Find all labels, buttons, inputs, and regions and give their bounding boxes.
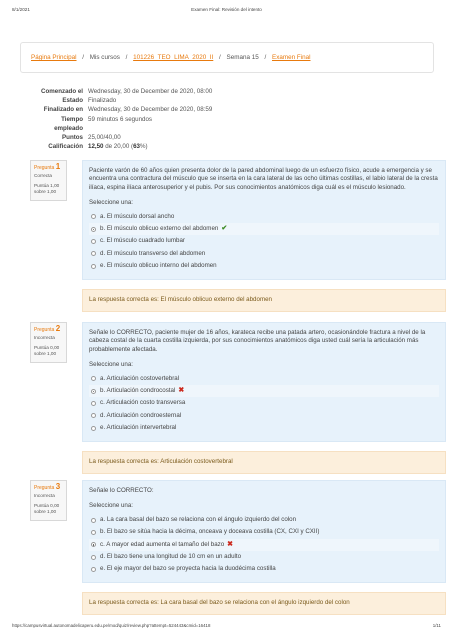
- radio-button[interactable]: [91, 555, 96, 560]
- radio-button[interactable]: [91, 376, 96, 381]
- feedback-box: [82, 592, 446, 615]
- answer-option[interactable]: [89, 248, 439, 260]
- grade-value: 12,50: [88, 143, 104, 151]
- summary-row-points: [24, 133, 212, 142]
- question-max-mark: sobre 1,00: [34, 509, 57, 515]
- answer-option[interactable]: [89, 235, 439, 247]
- answer-option[interactable]: [89, 514, 439, 526]
- radio-button-checked[interactable]: [91, 227, 96, 232]
- cross-icon: ✖: [178, 387, 185, 394]
- cross-icon: ✖: [227, 540, 234, 548]
- answer-option[interactable]: [89, 410, 439, 422]
- answer-option-selected[interactable]: [89, 539, 439, 551]
- question-number-value: 3: [55, 482, 61, 491]
- answer-option[interactable]: [89, 563, 439, 575]
- breadcrumb-quiz-link[interactable]: Examen Final: [272, 54, 311, 61]
- radio-button[interactable]: [91, 567, 96, 572]
- summary-label: Tiempo: [61, 115, 83, 123]
- radio-button[interactable]: [91, 413, 96, 418]
- radio-button[interactable]: [91, 530, 96, 535]
- print-footer: [12, 623, 441, 631]
- summary-value: [88, 142, 148, 151]
- question-mark: Puntúa 0,00: [34, 344, 60, 350]
- radio-button[interactable]: [91, 251, 96, 256]
- print-header: [12, 7, 441, 17]
- correct-answer-text: La respuesta correcta es: El músculo oblicuo externo del abdomen: [89, 295, 272, 303]
- question-content: [82, 480, 446, 615]
- question-number: [34, 484, 63, 491]
- breadcrumb-week: Semana 15: [226, 54, 259, 61]
- grade-end: %): [139, 143, 148, 151]
- question-text-box: [82, 322, 446, 442]
- breadcrumb-separator: /: [125, 54, 128, 61]
- print-title: Examen Final: Revisión del intento: [191, 7, 262, 12]
- grade-percent: 63: [133, 143, 140, 151]
- check-icon: ✔: [221, 225, 228, 232]
- question-mark: Puntúa 1,00: [34, 182, 60, 188]
- question-text-box: [82, 480, 446, 583]
- radio-button[interactable]: [91, 426, 96, 431]
- question-state: Incorrecta: [34, 493, 55, 499]
- radio-button[interactable]: [91, 264, 96, 269]
- question-label: Pregunta: [34, 327, 55, 333]
- answer-label: e. El eje mayor del bazo se proyecta hacia la duodécima costilla: [100, 565, 276, 573]
- answer-option-selected[interactable]: [89, 223, 439, 235]
- radio-button[interactable]: [91, 401, 96, 406]
- breadcrumb: [20, 42, 434, 73]
- answer-label: e. El músculo oblicuo interno del abdomen: [100, 262, 217, 270]
- question-max-mark: sobre 1,00: [34, 351, 57, 357]
- answer-option[interactable]: [89, 373, 439, 385]
- radio-button[interactable]: [91, 214, 96, 219]
- summary-value: Wednesday, 30 de December de 2020, 08:59: [88, 106, 213, 114]
- answer-label: d. El bazo tiene una longitud de 10 cm en un adulto: [100, 552, 242, 560]
- answer-label: a. La cara basal del bazo se relaciona con el ángulo izquierdo del colon: [100, 515, 297, 523]
- summary-row-time: [24, 115, 212, 124]
- breadcrumb-course-link[interactable]: 101226_TEO_LIMA_2020_II: [133, 54, 214, 61]
- answer-label: d. Articulación condroesternal: [100, 411, 182, 419]
- print-page-number: 1/11: [432, 623, 441, 628]
- select-prompt: Seleccione una:: [89, 199, 134, 207]
- question-label: Pregunta: [34, 165, 55, 171]
- answer-option[interactable]: [89, 397, 439, 409]
- summary-label: Calificación: [48, 143, 83, 151]
- question-number: [34, 326, 63, 333]
- question-info: [30, 160, 67, 201]
- attempt-summary: [24, 87, 212, 151]
- question-stem: Señale lo CORRECTO:: [89, 487, 154, 494]
- correct-answer-text: La respuesta correcta es: La cara basal del bazo se relaciona con el ángulo izquierdo del colon: [89, 598, 350, 606]
- question-content: [82, 322, 446, 474]
- question-number-value: 2: [55, 324, 61, 333]
- summary-label: Puntos: [62, 134, 83, 142]
- summary-value: Finalizado: [88, 97, 117, 105]
- question-mark: Puntúa 0,00: [34, 502, 60, 508]
- summary-label: empleado: [54, 124, 83, 132]
- answer-option[interactable]: [89, 526, 439, 538]
- feedback-box: [82, 289, 446, 312]
- summary-row-finished: [24, 105, 212, 114]
- answer-label: c. A mayor edad aumenta el tamaño del bazo: [100, 540, 225, 548]
- summary-value: 25,00/40,00: [88, 134, 121, 142]
- radio-button[interactable]: [91, 239, 96, 244]
- answer-option[interactable]: [89, 260, 439, 272]
- radio-button-checked[interactable]: [91, 389, 96, 394]
- question-text-box: [82, 160, 446, 280]
- answer-label: b. Articulación condrocostal: [100, 387, 176, 394]
- correct-answer-text: La respuesta correcta es: Articulación costovertebral: [89, 457, 233, 465]
- answer-label: d. El músculo transverso del abdomen: [100, 249, 206, 257]
- answer-label: a. El músculo dorsal ancho: [100, 212, 175, 220]
- summary-value: 59 minutos 6 segundos: [88, 115, 152, 123]
- print-url: https://campusvirtual.autonomadelicaperu.edu.pe/mod/quiz/review.php?attempt=524443&cmid=16418: [12, 623, 211, 628]
- breadcrumb-my-courses: Mis cursos: [89, 54, 120, 61]
- answer-label: c. Articulación costo transversa: [100, 399, 186, 407]
- question-state: Correcta: [34, 173, 52, 179]
- answer-option[interactable]: [89, 551, 439, 563]
- question-info: [30, 480, 67, 521]
- summary-label: Finalizado en: [43, 106, 83, 114]
- summary-label: Estado: [62, 97, 83, 105]
- question-label: Pregunta: [34, 485, 55, 491]
- answer-label: e. Articulación intervertebral: [100, 424, 177, 432]
- print-date: 8/1/2021: [12, 7, 30, 12]
- question-max-mark: sobre 1,00: [34, 189, 57, 195]
- answer-label: b. El músculo oblicuo externo del abdomen: [100, 225, 219, 232]
- answer-label: c. El músculo cuadrado lumbar: [100, 237, 185, 245]
- question-content: [82, 160, 446, 312]
- answer-label: a. Articulación costovertebral: [100, 374, 180, 382]
- question-stem: Paciente varón de 60 años quien presenta dolor de la pared abdominal luego de un esfuerzo físico, acude a emergencia y se encuentra una contractura del músculo que se inserta en la cara lateral de las ocho últimas costillas, el labio lateral de la cresta ilíaca, espina ilíaca anterosuperior y el pubis. Por sus conocimientos anatómicos diga cuál es el músculo lesionado.: [89, 167, 438, 191]
- feedback-box: [82, 451, 446, 474]
- summary-value: Wednesday, 30 de December de 2020, 08:00: [88, 88, 213, 95]
- answer-option[interactable]: [89, 211, 439, 223]
- breadcrumb-separator: /: [264, 54, 267, 61]
- select-prompt: Seleccione una:: [89, 502, 134, 510]
- breadcrumb-separator: /: [82, 54, 85, 61]
- select-prompt: Seleccione una:: [89, 361, 134, 369]
- question-stem: Señale lo CORRECTO, paciente mujer de 16 años, karateca recibe una patada artero, ocasionándole fractura a nivel de la cabeza costal de la cuarta costilla izquierda, por sus conocimientos anatómicos diga usted cuál sería la articulación más probablemente afectada.: [89, 329, 426, 353]
- answer-option[interactable]: [89, 422, 439, 434]
- summary-row-grade: [24, 142, 212, 151]
- answer-option-selected[interactable]: [89, 385, 439, 397]
- summary-row-state: [24, 96, 212, 105]
- summary-row-started: [24, 87, 212, 96]
- question-number-value: 1: [55, 162, 61, 171]
- breadcrumb-home-link[interactable]: Página Principal: [31, 54, 77, 61]
- summary-row-time-cont: [24, 124, 212, 133]
- radio-button-checked[interactable]: [91, 542, 96, 547]
- question-state: Incorrecta: [34, 335, 55, 341]
- question-number: [34, 164, 63, 171]
- summary-label: Comenzado el: [41, 88, 83, 95]
- answer-label: b. El bazo se sitúa hacia la décima, onceava y doceava costilla (CX, CXI y CXII): [100, 528, 320, 536]
- question-info: [30, 322, 67, 363]
- radio-button[interactable]: [91, 518, 96, 523]
- breadcrumb-separator: /: [219, 54, 221, 61]
- grade-mid: de 20,00 (: [103, 143, 134, 151]
